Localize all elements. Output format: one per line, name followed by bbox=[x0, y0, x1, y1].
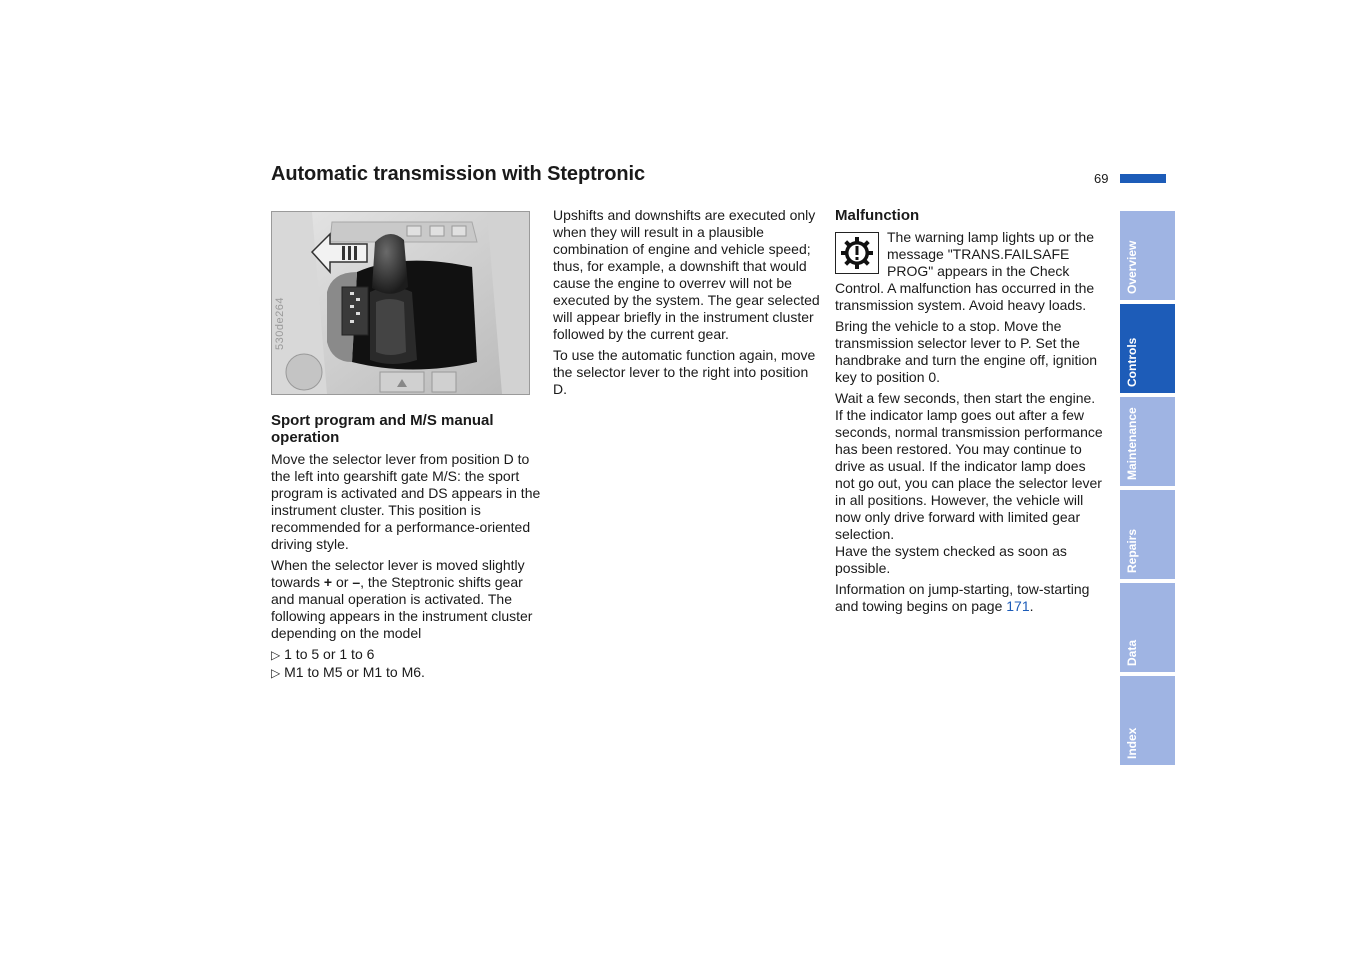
steptronic-text-b: , the Steptronic shifts gear and manual operation is activated. The following appears in the instrument cluster depending on the model bbox=[271, 574, 533, 641]
tab-overview[interactable] bbox=[1120, 211, 1175, 300]
column-2 bbox=[553, 207, 823, 402]
warning-gear-icon bbox=[835, 232, 879, 274]
tab-label: Index bbox=[1125, 727, 1139, 759]
tab-label: Overview bbox=[1125, 240, 1139, 294]
page-marker-bar bbox=[1120, 174, 1166, 183]
page-171-link[interactable]: 171 bbox=[1006, 598, 1030, 614]
page-number: 69 bbox=[1094, 171, 1109, 186]
tab-label: Data bbox=[1125, 639, 1139, 666]
tab-repairs[interactable] bbox=[1120, 490, 1175, 579]
wait-paragraph: Wait a few seconds, then start the engine. bbox=[835, 390, 1096, 406]
column-3 bbox=[835, 207, 1105, 619]
page-title: Automatic transmission with Steptronic bbox=[271, 163, 646, 185]
warning-gear-icon-svg bbox=[839, 235, 875, 271]
gear-selector-illustration bbox=[271, 211, 530, 395]
list-item-text: 1 to 5 or 1 to 6 bbox=[284, 646, 375, 662]
tab-label: Maintenance bbox=[1125, 407, 1139, 480]
tab-label: Controls bbox=[1125, 337, 1139, 387]
triangle-bullet-icon: ▷ bbox=[271, 666, 281, 680]
plus-symbol: + bbox=[323, 574, 333, 590]
malfunction-heading: Malfunction bbox=[835, 207, 920, 224]
tab-maintenance[interactable] bbox=[1120, 397, 1175, 486]
shift-logic-paragraph: Upshifts and downshifts are executed only when they will result in a plausible combination of engine and vehicle speed; thus, for example, a downshift that would cause the engine to overrev will not be executed by the system. The gear selected will appear briefly in the instrument cluster followed by the current gear. bbox=[553, 207, 820, 342]
stop-vehicle-paragraph: Bring the vehicle to a stop. Move the transmission selector lever to P. Set the handbrake and turn the engine off, ignition key to position 0. bbox=[835, 318, 1098, 385]
jump-start-paragraph bbox=[835, 581, 1105, 615]
warning-lamp-paragraph: The warning lamp lights up or the message "TRANS.FAILSAFE PROG" appears in the Check Control. A malfunction has occurred in the transmission system. Avoid heavy loads. bbox=[835, 229, 1095, 313]
list-item bbox=[271, 664, 541, 682]
tab-data[interactable] bbox=[1120, 583, 1175, 672]
tab-index[interactable] bbox=[1120, 676, 1175, 765]
tab-controls[interactable] bbox=[1120, 304, 1175, 393]
section-tabs bbox=[1120, 211, 1175, 769]
jump-start-period: . bbox=[1029, 598, 1034, 614]
tab-label: Repairs bbox=[1125, 528, 1139, 573]
have-checked-paragraph: Have the system checked as soon as possible. bbox=[835, 543, 1067, 576]
triangle-bullet-icon: ▷ bbox=[271, 648, 281, 662]
jump-start-text: Information on jump-starting, tow-starting and towing begins on page bbox=[835, 581, 1090, 614]
minus-symbol: – bbox=[352, 574, 361, 590]
list-item bbox=[271, 646, 541, 664]
indicator-lamp-paragraph: If the indicator lamp goes out after a few seconds, normal transmission performance has been restored. You may continue to drive as usual. If the indicator lamp does not go out, you can place the selector lever in all positions. However, the vehicle will now only drive forward with limited gear selection. bbox=[835, 407, 1103, 542]
sport-program-paragraph: Move the selector lever from position D to the left into gearshift gate M/S: the sport program is activated and DS appears in the instrument cluster. This position is recommended for a performance-oriented driving style. bbox=[271, 451, 541, 552]
steptronic-paragraph bbox=[271, 557, 541, 642]
steptronic-text-a: When the selector lever is moved slightly towards bbox=[271, 557, 525, 590]
list-item-text: M1 to M5 or M1 to M6. bbox=[284, 664, 425, 680]
gear-selector-drawing bbox=[272, 212, 529, 394]
figure-code: 530de264 bbox=[274, 297, 286, 350]
sport-program-heading: Sport program and M/S manual operation bbox=[271, 412, 494, 446]
column-1 bbox=[271, 412, 541, 682]
steptronic-text-or: or bbox=[332, 574, 353, 590]
automatic-function-paragraph: To use the automatic function again, move the selector lever to the right into position D. bbox=[553, 347, 816, 397]
